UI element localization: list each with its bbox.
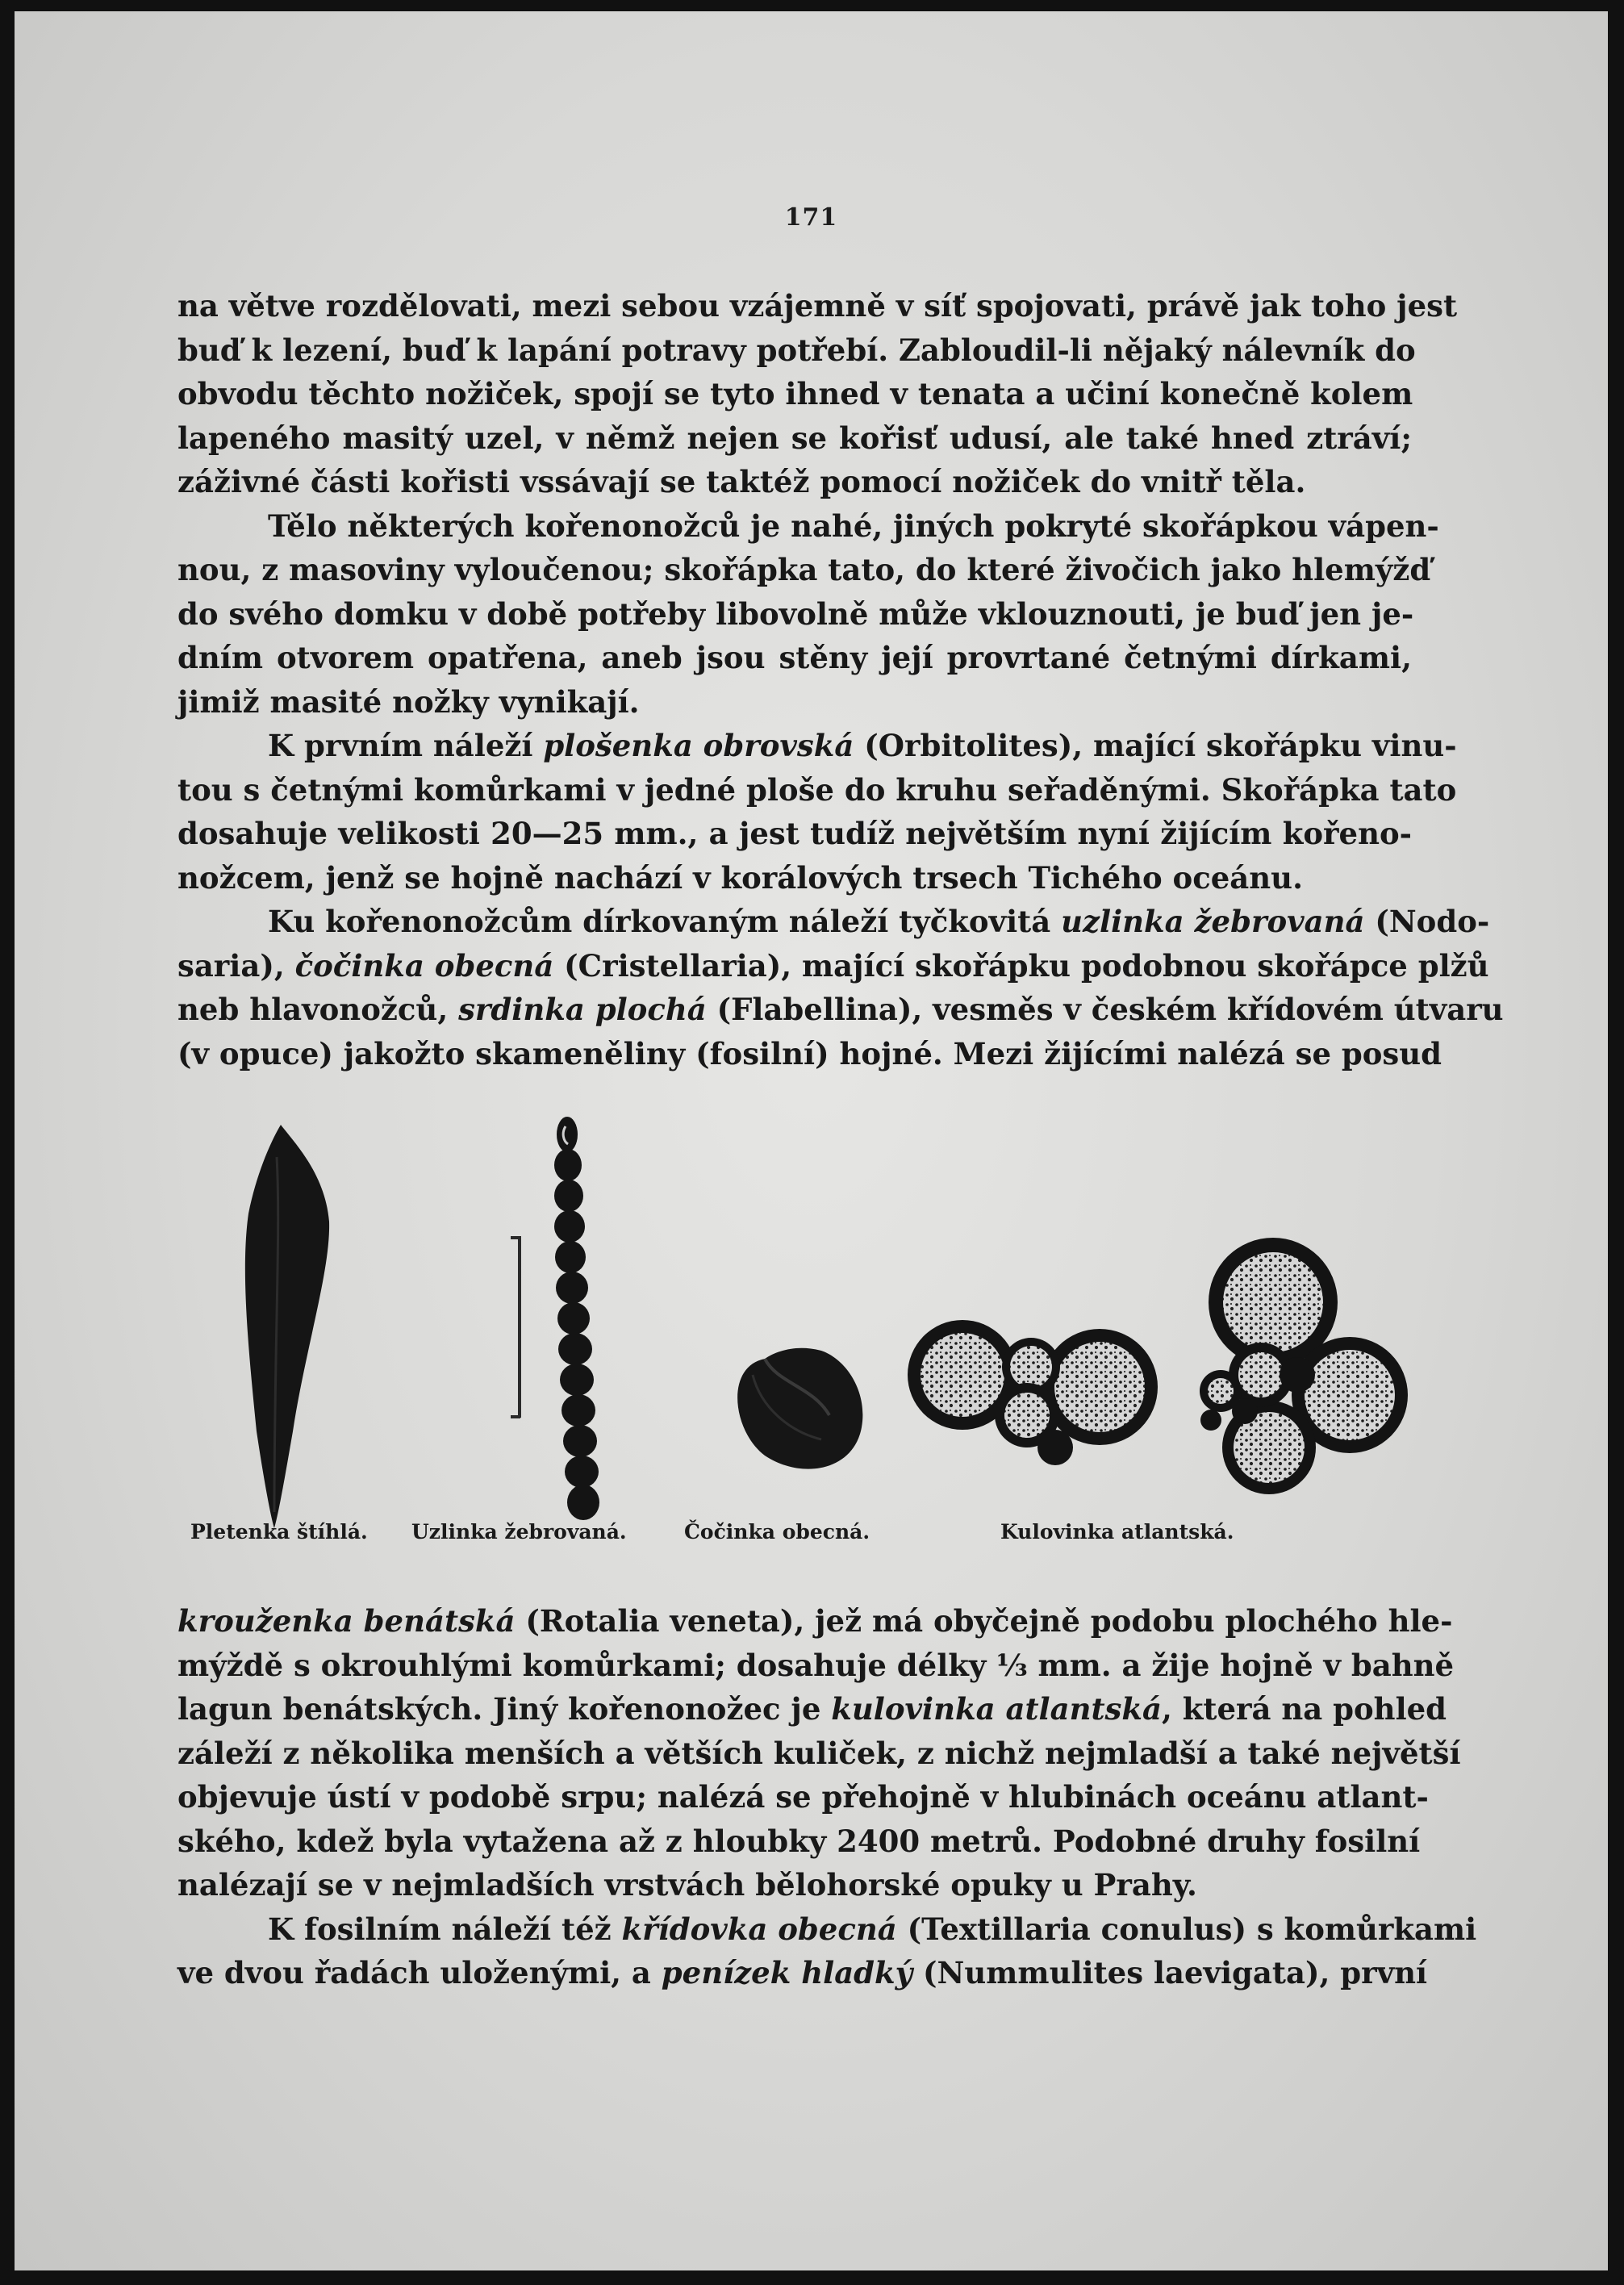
- page-number: 171: [784, 203, 838, 232]
- text-segment: Tělo některých kořenonožců je nahé, jiných pokryté skořápkou vápen-: [268, 508, 1439, 544]
- text-line: [177, 988, 1504, 1032]
- text-segment: tou s četnými komůrkami v jedné ploše do kruhu seřaděnými. Skořápka tato: [177, 771, 1457, 808]
- paragraph: [177, 1599, 1461, 1907]
- text-segment: dosahuje velikosti 20—25 mm., a jest tudíž největším nyní žijícím kořeno-: [177, 816, 1412, 851]
- italic-term: plošenka obrovská: [543, 728, 854, 763]
- foraminifera-figures: [15, 1109, 1608, 1560]
- text-line: [177, 724, 1457, 768]
- italic-term: krouženka benátská: [177, 1603, 516, 1639]
- text-segment: nožcem, jenž se hojně nachází v korálových trsech Tichého oceánu.: [177, 859, 1303, 896]
- paragraph: [177, 900, 1504, 1076]
- text-line: [177, 460, 1412, 504]
- text-line: [177, 900, 1490, 944]
- text-line: [177, 1907, 1477, 1952]
- book-page: [15, 11, 1608, 2270]
- text-segment: (Flabellina), vesměs v českém křídovém útvaru: [706, 992, 1504, 1027]
- text-segment: saria),: [177, 947, 295, 984]
- italic-term: kulovinka atlantská: [831, 1691, 1162, 1727]
- text-line: [177, 856, 1412, 900]
- text-line: [177, 548, 1431, 592]
- text-segment: , která na pohled: [1162, 1691, 1447, 1727]
- text-line: [177, 328, 1416, 373]
- text-segment: ve dvou řadách uloženými, a: [177, 1955, 662, 1990]
- text-segment: (Rotalia veneta), jež má obyčejně podobu plochého hle-: [515, 1603, 1453, 1639]
- kulovinka-cluster-figure-left: [908, 1320, 1158, 1465]
- text-line: [177, 284, 1458, 328]
- text-segment: obvodu těchto nožiček, spojí se tyto ihned v tenata a učiní konečně kolem: [177, 376, 1413, 411]
- text-line: [177, 1732, 1461, 1776]
- text-segment: Ku kořenonožcům dírkovaným náleží tyčkovitá: [268, 904, 1062, 939]
- text-segment: objevuje ústí v podobě srpu; nalézá se přehojně v hlubinách oceánu atlant-: [177, 1779, 1429, 1815]
- text-line: [177, 1599, 1453, 1644]
- text-segment: záživné části kořisti vssávají se taktéž pomocí nožiček do vnitř těla.: [177, 464, 1306, 499]
- text-line: [177, 1775, 1429, 1819]
- text-line: [177, 944, 1489, 988]
- text-line: [177, 636, 1412, 680]
- text-line: [177, 592, 1412, 637]
- text-segment: mýždě s okrouhlými komůrkami; dosahuje délky ⅓ mm. a žije hojně v bahně: [177, 1647, 1455, 1683]
- text-segment: do svého domku v době potřeby libovolně může vklouznouti, je buď jen je-: [177, 595, 1414, 632]
- text-line: [177, 1644, 1455, 1688]
- text-segment: dním otvorem opatřena, aneb jsou stěny její provrtané četnými dírkami,: [177, 640, 1412, 675]
- text-line: [177, 812, 1412, 856]
- text-segment: lagun benátských. Jiný kořenonožec je: [177, 1691, 832, 1727]
- italic-term: čočinka obecná: [294, 947, 554, 984]
- text-line: [177, 372, 1412, 416]
- uzlinka-zebrovana-figure: [511, 1117, 599, 1520]
- text-segment: buď k lezení, buď k lapání potravy potřebí. Zabloudil-li nějaký nálevník do: [177, 332, 1416, 368]
- text-line: [177, 1819, 1421, 1864]
- text-segment: K fosilním náleží též: [268, 1911, 622, 1947]
- caption-uzlinka-zebrovana: Uzlinka žebrovaná.: [411, 1520, 627, 1544]
- text-segment: na větve rozdělovati, mezi sebou vzájemně v síť spojovati, právě jak toho jest: [177, 288, 1458, 324]
- text-segment: (Cristellaria), mající skořápku podobnou skořápce plžů: [553, 947, 1489, 984]
- kulovinka-atlantska-figure: [1200, 1238, 1408, 1494]
- paragraph: [177, 504, 1439, 725]
- paragraph: [177, 1907, 1477, 1995]
- text-line: [177, 1863, 1412, 1907]
- text-segment: jimiž masité nožky vynikají.: [177, 683, 640, 720]
- text-segment: (Orbitolites), mající skořápku vinu-: [854, 728, 1457, 763]
- text-line: [177, 680, 1412, 725]
- pletenka-stihla-figure: [245, 1125, 329, 1528]
- text-segment: (Nodo-: [1364, 904, 1490, 939]
- text-segment: záleží z několika menších a větších kuliček, z nichž nejmladší a také největší: [177, 1735, 1461, 1771]
- paragraph: [177, 284, 1458, 504]
- text-line: [177, 504, 1439, 549]
- text-line: [177, 1951, 1428, 1995]
- text-segment: nou, z masoviny vyloučenou; skořápka tato, do které živočich jako hlemýžď: [177, 552, 1431, 587]
- italic-term: uzlinka žebrovaná: [1061, 904, 1365, 939]
- text-segment: lapeného masitý uzel, v němž nejen se kořisť udusí, ale také hned ztráví;: [177, 420, 1412, 456]
- text-segment: (Textillaria conulus) s komůrkami: [896, 1911, 1477, 1947]
- top-text: [177, 284, 1504, 1076]
- text-line: [177, 1032, 1442, 1076]
- text-segment: nalézají se v nejmladších vrstvách bělohorské opuky u Prahy.: [177, 1867, 1197, 1903]
- caption-kulovinka-atlantska: Kulovinka atlantská.: [1000, 1520, 1234, 1544]
- text-segment: ského, kdež byla vytažena až z hloubky 2400 metrů. Podobné druhy fosilní: [177, 1823, 1421, 1859]
- italic-term: srdinka plochá: [458, 992, 707, 1027]
- caption-pletenka-stihla: Pletenka štíhlá.: [190, 1520, 368, 1544]
- text-line: [177, 768, 1457, 812]
- text-segment: (v opuce) jakožto skameněliny (fosilní) hojné. Mezi žijícími nalézá se posud: [177, 1035, 1442, 1071]
- bottom-text: [177, 1599, 1477, 1995]
- italic-term: penízek hladký: [661, 1955, 913, 1990]
- italic-term: křídovka obecná: [621, 1911, 897, 1947]
- cocinka-obecna-figure: [737, 1348, 862, 1469]
- text-line: [177, 416, 1412, 461]
- text-segment: neb hlavonožců,: [177, 992, 459, 1027]
- text-segment: (Nummulites laevigata), první: [912, 1955, 1428, 1990]
- caption-cocinka-obecna: Čočinka obecná.: [684, 1520, 870, 1544]
- figure-illustrations: [15, 1109, 1608, 1560]
- paragraph: [177, 724, 1457, 900]
- text-line: [177, 1687, 1447, 1732]
- text-segment: K prvním náleží: [268, 728, 544, 763]
